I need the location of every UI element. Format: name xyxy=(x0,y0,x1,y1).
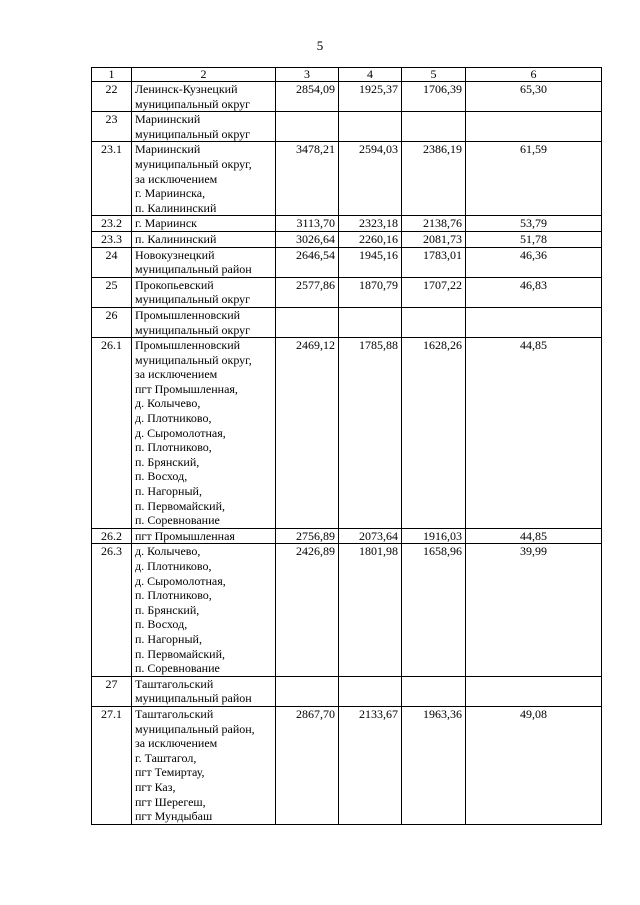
row-number: 27.1 xyxy=(92,706,132,824)
value-col-4: 2594,03 xyxy=(339,142,402,216)
row-number: 23.3 xyxy=(92,231,132,247)
column-header: 2 xyxy=(132,68,276,82)
value-col-6: 46,36 xyxy=(466,247,602,277)
value-col-3: 2646,54 xyxy=(276,247,339,277)
column-header: 3 xyxy=(276,68,339,82)
row-number: 27 xyxy=(92,676,132,706)
row-number: 23.1 xyxy=(92,142,132,216)
value-col-4 xyxy=(339,307,402,337)
row-number: 24 xyxy=(92,247,132,277)
row-number: 22 xyxy=(92,82,132,112)
column-header: 5 xyxy=(402,68,466,82)
value-col-4: 1945,16 xyxy=(339,247,402,277)
value-col-5: 1658,96 xyxy=(402,544,466,676)
row-number: 23.2 xyxy=(92,216,132,232)
value-col-6: 44,85 xyxy=(466,528,602,544)
row-number: 23 xyxy=(92,112,132,142)
table-row xyxy=(92,676,602,706)
row-number: 26 xyxy=(92,307,132,337)
territory-name: Прокопьевский муниципальный округ xyxy=(132,277,276,307)
territory-name: Новокузнецкий муниципальный район xyxy=(132,247,276,277)
table-row xyxy=(92,307,602,337)
value-col-3 xyxy=(276,112,339,142)
table-row xyxy=(92,338,602,529)
table-row xyxy=(92,112,602,142)
value-col-4 xyxy=(339,676,402,706)
value-col-5: 1707,22 xyxy=(402,277,466,307)
value-col-5: 2081,73 xyxy=(402,231,466,247)
value-col-6 xyxy=(466,676,602,706)
territory-name: Промышленновский муниципальный округ xyxy=(132,307,276,337)
table-row xyxy=(92,216,602,232)
value-col-4: 1925,37 xyxy=(339,82,402,112)
value-col-5: 1706,39 xyxy=(402,82,466,112)
row-number: 26.1 xyxy=(92,338,132,529)
table-row xyxy=(92,82,602,112)
territory-name: пгт Промышленная xyxy=(132,528,276,544)
value-col-5: 1963,36 xyxy=(402,706,466,824)
value-col-6: 46,83 xyxy=(466,277,602,307)
column-header: 1 xyxy=(92,68,132,82)
territory-name: Ленинск-Кузнецкий муниципальный округ xyxy=(132,82,276,112)
value-col-5: 1916,03 xyxy=(402,528,466,544)
value-col-4: 1801,98 xyxy=(339,544,402,676)
value-col-5 xyxy=(402,307,466,337)
territory-name: п. Калининский xyxy=(132,231,276,247)
value-col-5 xyxy=(402,676,466,706)
table-row xyxy=(92,142,602,216)
value-col-4 xyxy=(339,112,402,142)
value-col-4: 2260,16 xyxy=(339,231,402,247)
table-row xyxy=(92,277,602,307)
value-col-3: 2854,09 xyxy=(276,82,339,112)
territory-name: г. Мариинск xyxy=(132,216,276,232)
column-header: 6 xyxy=(466,68,602,82)
value-col-6: 53,79 xyxy=(466,216,602,232)
value-col-5: 1628,26 xyxy=(402,338,466,529)
value-col-3: 3026,64 xyxy=(276,231,339,247)
column-header: 4 xyxy=(339,68,402,82)
value-col-3: 2426,89 xyxy=(276,544,339,676)
value-col-4: 1870,79 xyxy=(339,277,402,307)
value-col-4: 2073,64 xyxy=(339,528,402,544)
value-col-6: 61,59 xyxy=(466,142,602,216)
value-col-6 xyxy=(466,112,602,142)
row-number: 25 xyxy=(92,277,132,307)
table-row xyxy=(92,706,602,824)
table-row xyxy=(92,528,602,544)
table-row xyxy=(92,247,602,277)
value-col-3: 3113,70 xyxy=(276,216,339,232)
value-col-3: 2867,70 xyxy=(276,706,339,824)
value-col-6: 39,99 xyxy=(466,544,602,676)
value-col-5: 1783,01 xyxy=(402,247,466,277)
territory-name: Таштагольский муниципальный район, за исключением г. Таштагол, пгт Темиртау, пгт Каз, пгт Шерегеш, пгт Мундыбаш xyxy=(132,706,276,824)
tariff-table xyxy=(91,67,602,825)
territory-name: Мариинский муниципальный округ, за исключением г. Мариинска, п. Калининский xyxy=(132,142,276,216)
value-col-5: 2138,76 xyxy=(402,216,466,232)
value-col-3: 3478,21 xyxy=(276,142,339,216)
territory-name: д. Колычево, д. Плотниково, д. Сыромолотная, п. Плотниково, п. Брянский, п. Восход, п. Нагорный, п. Первомайский, п. Соревнование xyxy=(132,544,276,676)
value-col-6 xyxy=(466,307,602,337)
value-col-6: 65,30 xyxy=(466,82,602,112)
value-col-3: 2756,89 xyxy=(276,528,339,544)
table-row xyxy=(92,544,602,676)
value-col-5 xyxy=(402,112,466,142)
row-number: 26.3 xyxy=(92,544,132,676)
table-header-row xyxy=(92,68,602,82)
value-col-6: 51,78 xyxy=(466,231,602,247)
value-col-4: 2323,18 xyxy=(339,216,402,232)
territory-name: Таштагольский муниципальный район xyxy=(132,676,276,706)
table-row xyxy=(92,231,602,247)
value-col-6: 44,85 xyxy=(466,338,602,529)
value-col-5: 2386,19 xyxy=(402,142,466,216)
value-col-3 xyxy=(276,676,339,706)
value-col-3: 2577,86 xyxy=(276,277,339,307)
row-number: 26.2 xyxy=(92,528,132,544)
value-col-4: 2133,67 xyxy=(339,706,402,824)
page-number: 5 xyxy=(316,38,324,53)
value-col-3: 2469,12 xyxy=(276,338,339,529)
territory-name: Промышленновский муниципальный округ, за исключением пгт Промышленная, д. Колычево, д. Плотниково, д. Сыромолотная, п. Плотниково, п. Брянский, п. Восход, п. Нагорный, п. Первомайский, п. Соревнование xyxy=(132,338,276,529)
value-col-3 xyxy=(276,307,339,337)
value-col-6: 49,08 xyxy=(466,706,602,824)
territory-name: Мариинский муниципальный округ xyxy=(132,112,276,142)
value-col-4: 1785,88 xyxy=(339,338,402,529)
